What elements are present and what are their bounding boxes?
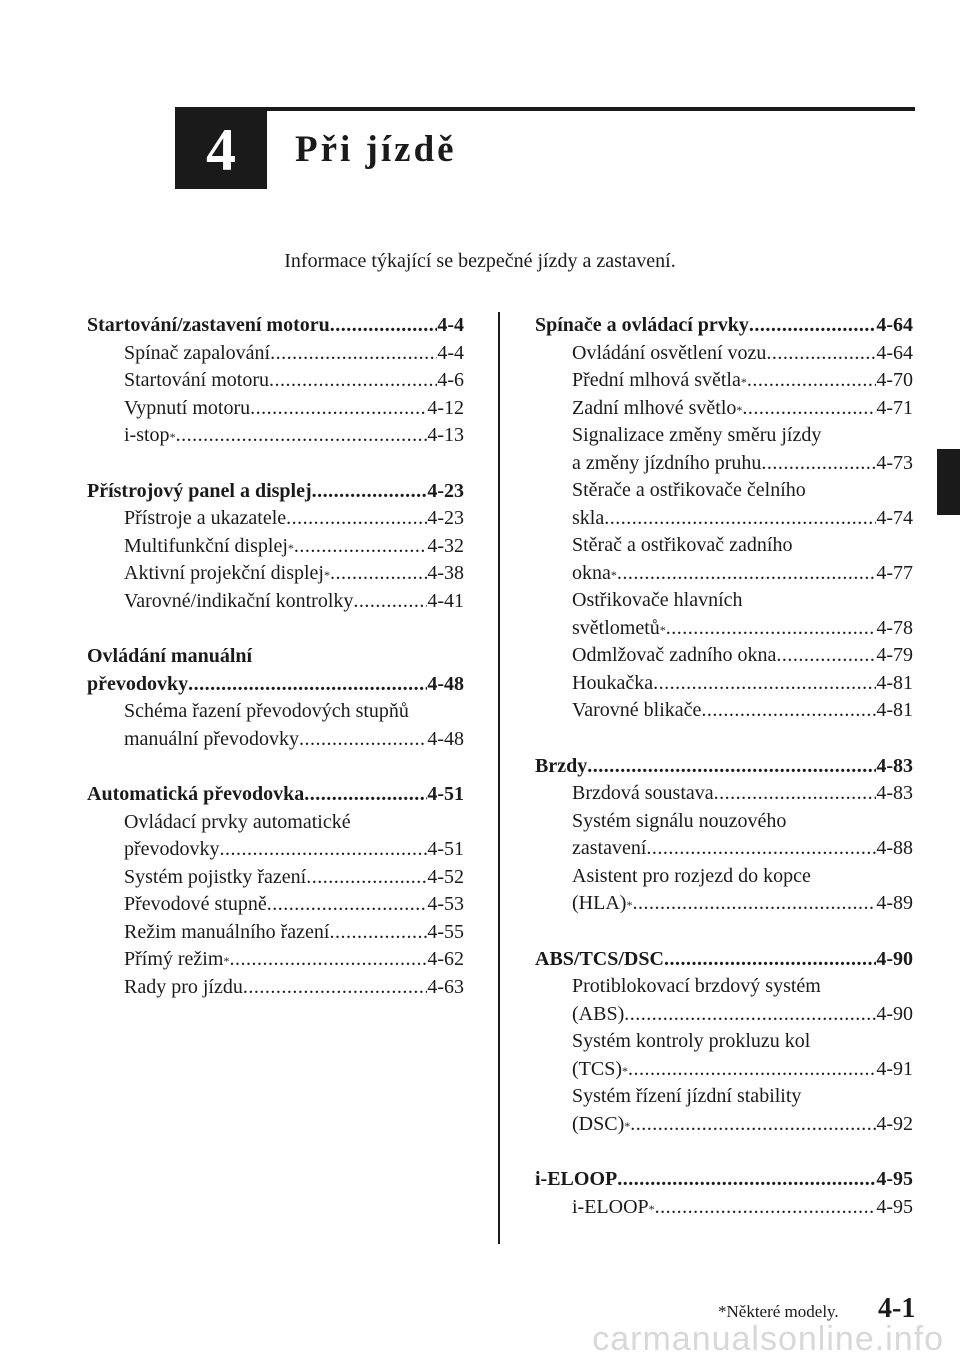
section-title: Přístrojový panel a displej xyxy=(87,479,312,502)
dot-leader xyxy=(628,1056,876,1084)
dot-leader xyxy=(617,1166,876,1194)
toc-entry xyxy=(87,340,464,368)
toc-entry: Zadní mlhové světlo * ..... 4-71 xyxy=(535,395,913,423)
toc-section-row xyxy=(535,312,913,340)
dot-leader xyxy=(176,422,428,450)
dot-leader xyxy=(664,946,876,974)
footnote xyxy=(718,1302,839,1322)
dot-leader xyxy=(666,615,877,643)
page-ref: 4-38 xyxy=(427,562,464,584)
toc-section xyxy=(87,643,464,753)
page-ref: 4-81 xyxy=(876,699,913,721)
dot-leader xyxy=(766,340,876,368)
section-title: převodovky xyxy=(87,672,189,695)
entry-text: Systém pojistky řazení xyxy=(124,865,307,888)
toc-left-column xyxy=(87,312,464,1029)
section-title: i-ELOOP xyxy=(535,1168,618,1190)
section-title: Ovládání manuální xyxy=(87,645,253,667)
dot-leader xyxy=(630,1111,876,1139)
page-ref: 4-91 xyxy=(876,1057,913,1080)
entry-text: Ostřikovače hlavních xyxy=(572,589,743,611)
dot-leader xyxy=(632,890,876,918)
entry-text: Schéma řazení převodových stupňů xyxy=(124,700,409,722)
toc-entry: i-stop * ..... 4-13 xyxy=(87,422,464,450)
toc-section xyxy=(87,478,464,616)
entry-text: Ovládací prvky automatické xyxy=(124,810,351,833)
dot-leader xyxy=(655,1194,877,1222)
toc-entry: Přední mlhová světla * ..... 4-70 xyxy=(535,367,913,395)
toc-entry: Aktivní projekční displej * ..... 4-38 xyxy=(87,560,464,588)
entry-text: Spínač zapalování xyxy=(124,341,271,364)
page-ref: 4-13 xyxy=(427,424,464,446)
page-ref: 4-81 xyxy=(876,671,913,694)
page-ref: 4-51 xyxy=(427,838,464,860)
toc-entry xyxy=(87,836,464,864)
dot-leader xyxy=(270,340,437,368)
toc-entry: Multifunkční displej * ..... 4-32 xyxy=(87,533,464,561)
toc-section-row xyxy=(535,946,913,974)
section-title: Automatická převodovka xyxy=(87,783,305,805)
dot-leader xyxy=(329,919,427,947)
page-ref: 4-55 xyxy=(427,920,464,943)
dot-leader xyxy=(714,780,877,808)
page-ref: 4-64 xyxy=(876,314,913,336)
entry-text: světlometů xyxy=(572,616,660,639)
page-ref: 4-73 xyxy=(876,451,913,474)
toc-entry xyxy=(87,395,464,423)
page-ref: 4-90 xyxy=(876,1002,913,1025)
entry-text: Systém řízení jízdní stability xyxy=(572,1085,802,1107)
page-ref: 4-52 xyxy=(427,865,464,888)
column-divider xyxy=(498,312,500,1244)
toc-entry xyxy=(87,891,464,919)
dot-leader xyxy=(286,505,427,533)
toc-entry: (HLA) * ..... 4-89 xyxy=(535,890,913,918)
entry-text: Rady pro jízdu xyxy=(124,975,243,998)
dot-leader xyxy=(312,478,428,506)
entry-text: Varovné/indikační kontrolky xyxy=(124,589,354,612)
entry-text: Vypnutí motoru xyxy=(124,396,251,419)
dot-leader xyxy=(330,312,438,340)
watermark: carmanualsonline.info xyxy=(592,1320,944,1358)
toc-entry xyxy=(535,450,913,478)
dot-leader xyxy=(353,588,427,616)
dot-leader xyxy=(747,367,876,395)
page-ref: 4-48 xyxy=(427,672,464,695)
entry-text: skla xyxy=(572,506,605,529)
entry-text: Multifunkční displej xyxy=(124,534,288,557)
page-ref: 4-77 xyxy=(876,561,913,584)
page-ref: 4-4 xyxy=(437,341,464,364)
toc-entry xyxy=(87,726,464,754)
dot-leader xyxy=(646,835,876,863)
page-ref: 4-51 xyxy=(427,783,464,805)
dot-leader xyxy=(229,946,427,974)
entry-text: manuální převodovky xyxy=(124,727,299,750)
entry-text: (ABS) xyxy=(572,1002,625,1025)
toc-entry: Přímý režim * ..... 4-62 xyxy=(87,946,464,974)
page-ref: 4-64 xyxy=(876,341,913,364)
section-title: Startování/zastavení motoru xyxy=(87,314,330,336)
entry-text: Systém kontroly prokluzu kol xyxy=(572,1030,811,1052)
entry-text: a změny jízdního pruhu xyxy=(572,451,762,474)
entry-text: Stěrače a ostřikovače čelního xyxy=(572,479,806,501)
dot-leader xyxy=(330,560,427,588)
entry-text: Stěrač a ostřikovač zadního xyxy=(572,534,793,556)
toc-right-column xyxy=(535,312,913,1249)
page-ref: 4-4 xyxy=(437,314,464,336)
page-ref: 4-74 xyxy=(876,506,913,529)
toc-entry: i-ELOOP * ..... 4-95 xyxy=(535,1194,913,1222)
page-ref: 4-12 xyxy=(427,396,464,419)
page-ref: 4-70 xyxy=(876,369,913,391)
entry-text: Odmlžovač zadního okna xyxy=(572,644,777,666)
footnote-text: Některé modely. xyxy=(726,1302,839,1321)
entry-text: Systém signálu nouzového xyxy=(572,809,787,832)
entry-text: i-ELOOP xyxy=(572,1195,649,1218)
page-ref: 4-90 xyxy=(876,947,913,970)
page-ref: 4-32 xyxy=(427,534,464,557)
entry-text: Brzdová soustava xyxy=(572,782,714,804)
entry-text: okna xyxy=(572,561,611,584)
dot-leader xyxy=(220,836,428,864)
page-ref: 4-41 xyxy=(427,589,464,612)
entry-text: Přímý režim xyxy=(124,948,224,970)
entry-text: Houkačka xyxy=(572,671,654,694)
toc-entry: (TCS) * ..... 4-91 xyxy=(535,1056,913,1084)
entry-text: i-stop xyxy=(124,424,170,446)
toc-entry: světlometů * ..... 4-78 xyxy=(535,615,913,643)
footnote-star: * xyxy=(718,1302,727,1321)
chapter-rule xyxy=(175,107,915,111)
chapter-tab-marker xyxy=(937,449,960,515)
toc-section xyxy=(87,781,464,1001)
toc-entry xyxy=(87,367,464,395)
toc-section xyxy=(87,312,464,450)
dot-leader xyxy=(587,753,876,781)
dot-leader xyxy=(761,450,876,478)
toc-section xyxy=(535,1166,913,1221)
page-ref: 4-23 xyxy=(427,479,464,502)
dot-leader xyxy=(617,560,876,588)
toc-entry xyxy=(535,505,913,533)
toc-entry xyxy=(87,919,464,947)
page-ref: 4-48 xyxy=(427,727,464,750)
toc-section xyxy=(535,946,913,1139)
toc-entry xyxy=(535,642,913,670)
chapter-intro: Informace týkající se bezpečné jízdy a zastavení. xyxy=(284,250,676,272)
entry-text: Ovládání osvětlení vozu xyxy=(572,341,767,364)
page-ref: 4-53 xyxy=(427,893,464,915)
section-title: Spínače a ovládací prvky xyxy=(535,314,749,336)
dot-leader xyxy=(749,312,876,340)
toc-entry xyxy=(535,340,913,368)
page-ref: 4-62 xyxy=(427,948,464,970)
entry-text: Režim manuálního řazení xyxy=(124,920,330,943)
entry-text: Přístroje a ukazatele xyxy=(124,507,287,529)
dot-leader xyxy=(701,697,876,725)
toc-entry xyxy=(87,974,464,1002)
page-ref: 4-23 xyxy=(427,507,464,529)
entry-text: (HLA) xyxy=(572,892,627,914)
dot-leader xyxy=(304,781,427,809)
toc-section-row xyxy=(535,753,913,781)
toc-entry xyxy=(87,505,464,533)
page-ref: 4-79 xyxy=(876,644,913,666)
dot-leader xyxy=(243,974,427,1002)
page-ref: 4-83 xyxy=(876,782,913,804)
toc-entry: okna * ..... 4-77 xyxy=(535,560,913,588)
page-ref: 4-83 xyxy=(876,754,913,777)
entry-text: Varovné blikače xyxy=(572,699,702,721)
toc-entry: (DSC) * ..... 4-92 xyxy=(535,1111,913,1139)
toc-entry xyxy=(535,835,913,863)
page-ref: 4-92 xyxy=(876,1112,913,1135)
dot-leader xyxy=(776,642,876,670)
page-ref: 4-95 xyxy=(876,1195,913,1218)
entry-text: Startování motoru xyxy=(124,369,269,391)
dot-leader xyxy=(604,505,876,533)
chapter-title: Při jízdě xyxy=(295,129,457,170)
toc-section xyxy=(535,312,913,725)
entry-text: Signalizace změny směru jízdy xyxy=(572,424,822,446)
dot-leader xyxy=(624,1001,876,1029)
dot-leader xyxy=(742,395,876,423)
toc-entry xyxy=(535,780,913,808)
page-ref: 4-88 xyxy=(876,837,913,859)
toc-entry xyxy=(535,670,913,698)
entry-text: zastavení xyxy=(572,837,647,859)
toc-section-row xyxy=(87,312,464,340)
dot-leader xyxy=(267,891,428,919)
section-title: Brzdy xyxy=(535,754,588,777)
dot-leader xyxy=(294,533,427,561)
toc-section-row xyxy=(87,478,464,506)
entry-text: (DSC) xyxy=(572,1112,625,1135)
entry-text: převodovky xyxy=(124,838,220,860)
dot-leader xyxy=(269,367,437,395)
toc-section-row xyxy=(535,1166,913,1194)
toc-section xyxy=(535,753,913,918)
chapter-number-box: 4 xyxy=(175,111,267,189)
toc-section-row xyxy=(87,671,464,699)
entry-text: Asistent pro rozjezd do kopce xyxy=(572,864,811,887)
dot-leader xyxy=(653,670,876,698)
page-ref: 4-6 xyxy=(437,369,464,391)
toc-entry xyxy=(535,1001,913,1029)
dot-leader xyxy=(299,726,427,754)
toc-entry xyxy=(87,864,464,892)
entry-text: Přední mlhová světla xyxy=(572,369,741,391)
page-ref: 4-78 xyxy=(876,616,913,639)
page-ref: 4-95 xyxy=(876,1168,913,1190)
section-title: ABS/TCS/DSC xyxy=(535,947,664,970)
toc-entry xyxy=(535,697,913,725)
page-ref: 4-89 xyxy=(876,892,913,914)
entry-text: Převodové stupně xyxy=(124,893,267,915)
page-ref: 4-71 xyxy=(876,396,913,419)
dot-leader xyxy=(250,395,427,423)
toc-section-row xyxy=(87,781,464,809)
page-ref: 4-63 xyxy=(427,975,464,998)
entry-text: Zadní mlhové světlo xyxy=(572,396,737,419)
dot-leader xyxy=(188,671,427,699)
entry-text: Protiblokovací brzdový systém xyxy=(572,975,821,997)
dot-leader xyxy=(306,864,427,892)
toc-entry xyxy=(87,588,464,616)
entry-text: Aktivní projekční displej xyxy=(124,562,324,584)
entry-text: (TCS) xyxy=(572,1057,622,1080)
page-number: 4-1 xyxy=(878,1293,916,1324)
